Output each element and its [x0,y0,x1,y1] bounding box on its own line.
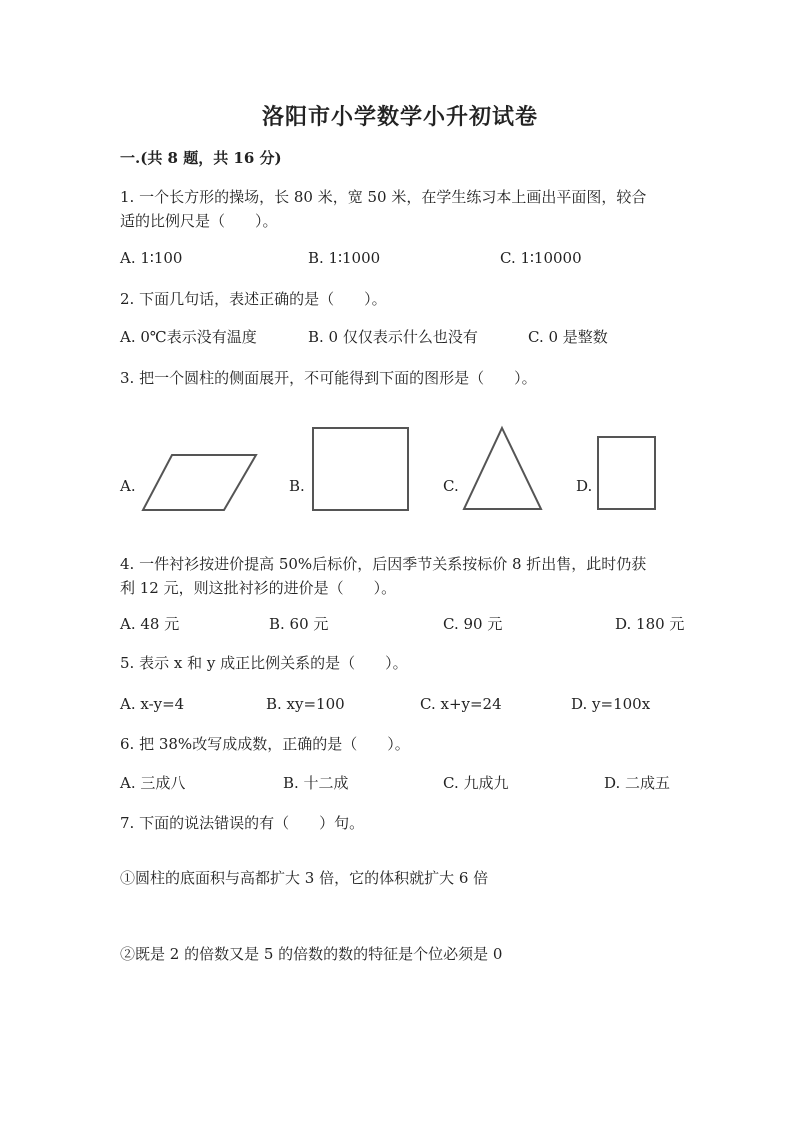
question-1-option-b: B. 1∶1000 [308,249,381,267]
question-6-option-d: D. 二成五 [604,774,671,792]
question-5-text: 5. 表示 x 和 y 成正比例关系的是（ ）。 [120,654,408,672]
question-2-option-b: B. 0 仅仅表示什么也没有 [308,328,478,346]
question-6-option-b: B. 十二成 [283,774,349,792]
question-1-option-a: A. 1∶100 [120,249,183,267]
parallelogram-figure [140,452,260,514]
question-4-option-d: D. 180 元 [615,615,685,633]
page-title: 洛阳市小学数学小升初试卷 [261,104,538,130]
question-5-option-d: D. y=100x [571,695,651,713]
question-4-line-2: 利 12 元，则这批衬衫的进价是（ ）。 [120,579,397,597]
question-2-option-c: C. 0 是整数 [528,328,608,346]
question-5-option-c: C. x+y=24 [420,695,502,713]
rectangle-figure [596,435,658,512]
question-3-option-c: C. [443,477,459,495]
question-3-option-a: A. [120,477,136,495]
question-1-option-c: C. 1∶10000 [500,249,582,267]
question-2-text: 2. 下面几句话，表述正确的是（ ）。 [120,290,387,308]
question-7-text: 7. 下面的说法错误的有（ ）句。 [120,814,365,832]
question-2-option-a: A. 0℃表示没有温度 [120,328,257,346]
question-1-line-1: 1. 一个长方形的操场，长 80 米，宽 50 米，在学生练习本上画出平面图，较合 [120,188,647,206]
triangle-figure [461,425,545,513]
question-6-option-c: C. 九成九 [443,774,509,792]
question-6-text: 6. 把 38%改写成成数，正确的是（ ）。 [120,735,410,753]
question-3-option-b: B. [289,477,305,495]
question-6-option-a: A. 三成八 [120,774,186,792]
section-heading: 一.(共 8 题，共 16 分) [120,149,282,167]
square-figure [311,426,411,512]
question-1-line-2: 适的比例尺是（ ）。 [120,212,278,230]
question-4-option-b: B. 60 元 [269,615,329,633]
question-5-option-a: A. x-y=4 [120,695,185,713]
question-4-option-c: C. 90 元 [443,615,503,633]
question-4-option-a: A. 48 元 [120,615,180,633]
question-7-statement-1: ①圆柱的底面积与高都扩大 3 倍，它的体积就扩大 6 倍 [120,869,489,887]
question-3-option-d: D. [576,477,593,495]
question-5-option-b: B. xy=100 [266,695,345,713]
question-4-line-1: 4. 一件衬衫按进价提高 50%后标价，后因季节关系按标价 8 折出售，此时仍获 [120,555,647,573]
question-3-text: 3. 把一个圆柱的侧面展开，不可能得到下面的图形是（ ）。 [120,369,537,387]
question-7-statement-2: ②既是 2 的倍数又是 5 的倍数的数的特征是个位必须是 0 [120,945,503,963]
